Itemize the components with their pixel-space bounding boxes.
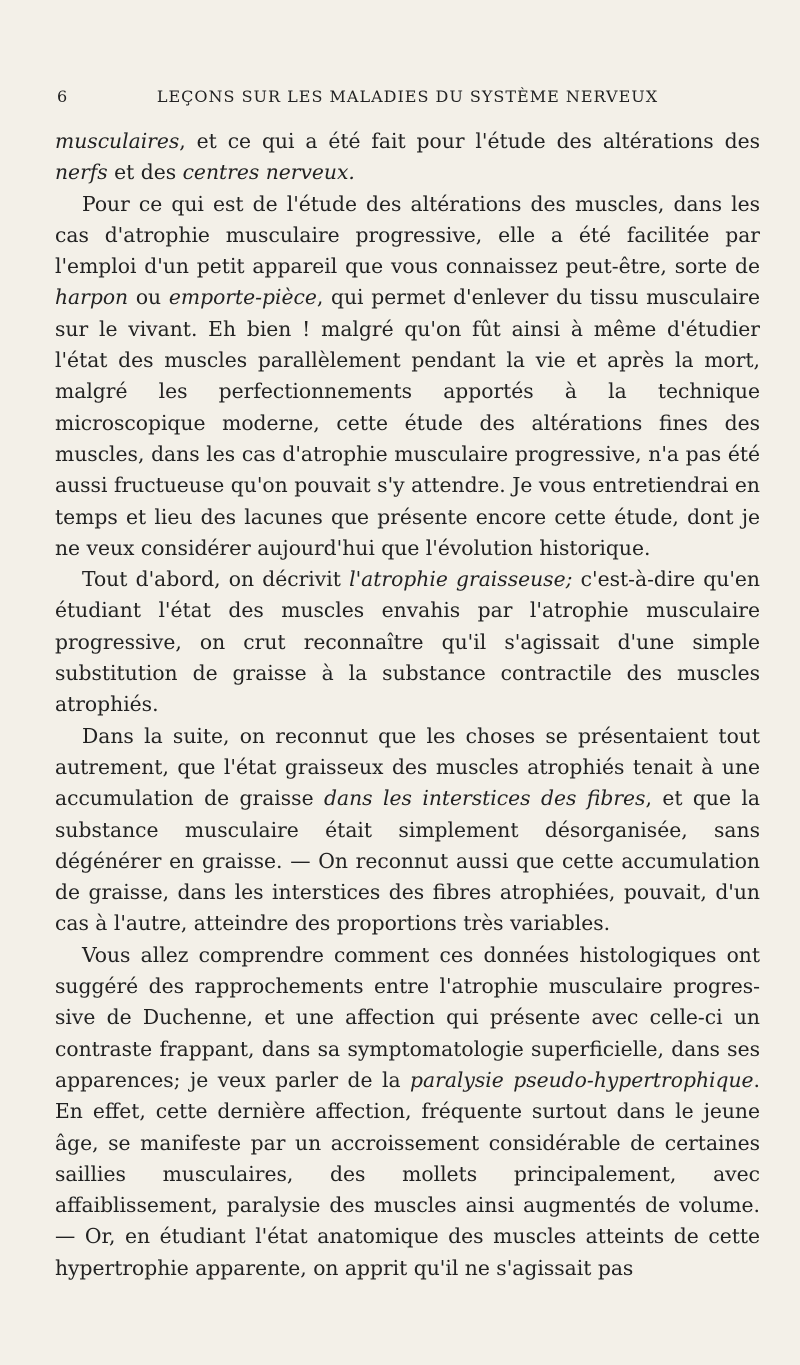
italic-text: musculaires xyxy=(55,129,180,153)
text-run: Pour ce qui est de l'étude des altérations des muscles, dans les cas d'atrophie musculaire progressive, elle a été facilitée par l'emploi d'un petit appareil que vous connaissez peut-être, sorte de xyxy=(55,191,760,279)
paragraph xyxy=(55,940,760,1284)
italic-text: dans les interstices des fibres xyxy=(324,786,646,811)
italic-text: centres nerveux. xyxy=(182,160,355,185)
italic-text: paralysie pseudo-hypertrophique xyxy=(410,1067,754,1092)
paragraph xyxy=(55,189,760,565)
paragraph xyxy=(55,721,760,940)
text-run: et des xyxy=(107,160,183,185)
paragraph xyxy=(55,126,760,189)
book-page xyxy=(55,0,760,1365)
page-header xyxy=(55,87,760,111)
text-run: Vous allez comprendre comment ces données histologiques ont suggéré des rapprochements entre l'atrophie musculaire progressive de Duchenne, et une affection qui présente avec celle-ci un contraste frappant, dans sa symptomatologie superficielle, dans ses apparences; je veux parler de la xyxy=(55,942,760,1092)
text-run: Tout d'abord, on décrivit xyxy=(82,567,350,592)
text-run: . En effet, cette dernière affection, fréquente surtout dans le jeune âge, se manifeste par un accroissement considérable de certaines saillies musculaires, des mollets principalement, avec affaiblissement, paralysie des muscles ainsi augmentés de volume. — Or, en étudiant l'état anatomique des muscles atteints de cette hypertrophie apparente, on apprit qu'il ne s'agissait pas xyxy=(55,1067,760,1280)
italic-text: l'atrophie graisseuse; xyxy=(349,567,573,592)
text-run: , et que la substance musculaire était simplement désorganisée, sans dégénérer en graisse. — On reconnut aussi que cette accumulation de graisse, dans les interstices des fibres atrophiées, pouvait, d'un cas à l'autre, atteindre des proportions très variables. xyxy=(55,786,760,936)
paragraph xyxy=(55,564,760,720)
text-run: Dans la suite, on reconnut que les choses se présentaient tout autrement, que l'état graisseux des muscles atrophiés tenait à une accumulation de graisse xyxy=(55,723,760,811)
running-title: LEÇONS SUR LES MALADIES DU SYSTÈME NERVEUX xyxy=(156,87,659,106)
italic-text: emporte-pièce xyxy=(168,285,317,310)
text-run: c'est-à-dire qu'en étudiant l'état des muscles envahis par l'atrophie musculaire progressive, on crut reconnaître qu'il s'agissait d'une simple substitution de graisse à la substance contractile des muscles atrophiés. xyxy=(55,567,760,717)
body-text xyxy=(55,126,760,1284)
italic-text: nerfs xyxy=(55,160,108,185)
text-run: , et ce qui a été fait pour l'étude des altérations des xyxy=(179,129,760,153)
page-number: 6 xyxy=(57,87,68,106)
text-run: ou xyxy=(128,285,169,310)
italic-text: harpon xyxy=(55,285,129,310)
text-run: , qui permet d'enlever du tissu musculaire sur le vivant. Eh bien ! malgré qu'on fût ainsi à même d'étudier l'état des muscles parallèlement pendant la vie et après la mort, malgré les perfectionnements apportés à la technique microscopique moderne, cette étude des altérations fines des muscles, dans les cas d'atrophie musculaire progressive, n'a pas été aussi fructueuse qu'on pouvait s'y attendre. Je vous entretiendrai en temps et lieu des lacunes que présente encore cette étude, dont je ne veux considérer aujourd'hui que l'évolution historique. xyxy=(55,285,760,560)
